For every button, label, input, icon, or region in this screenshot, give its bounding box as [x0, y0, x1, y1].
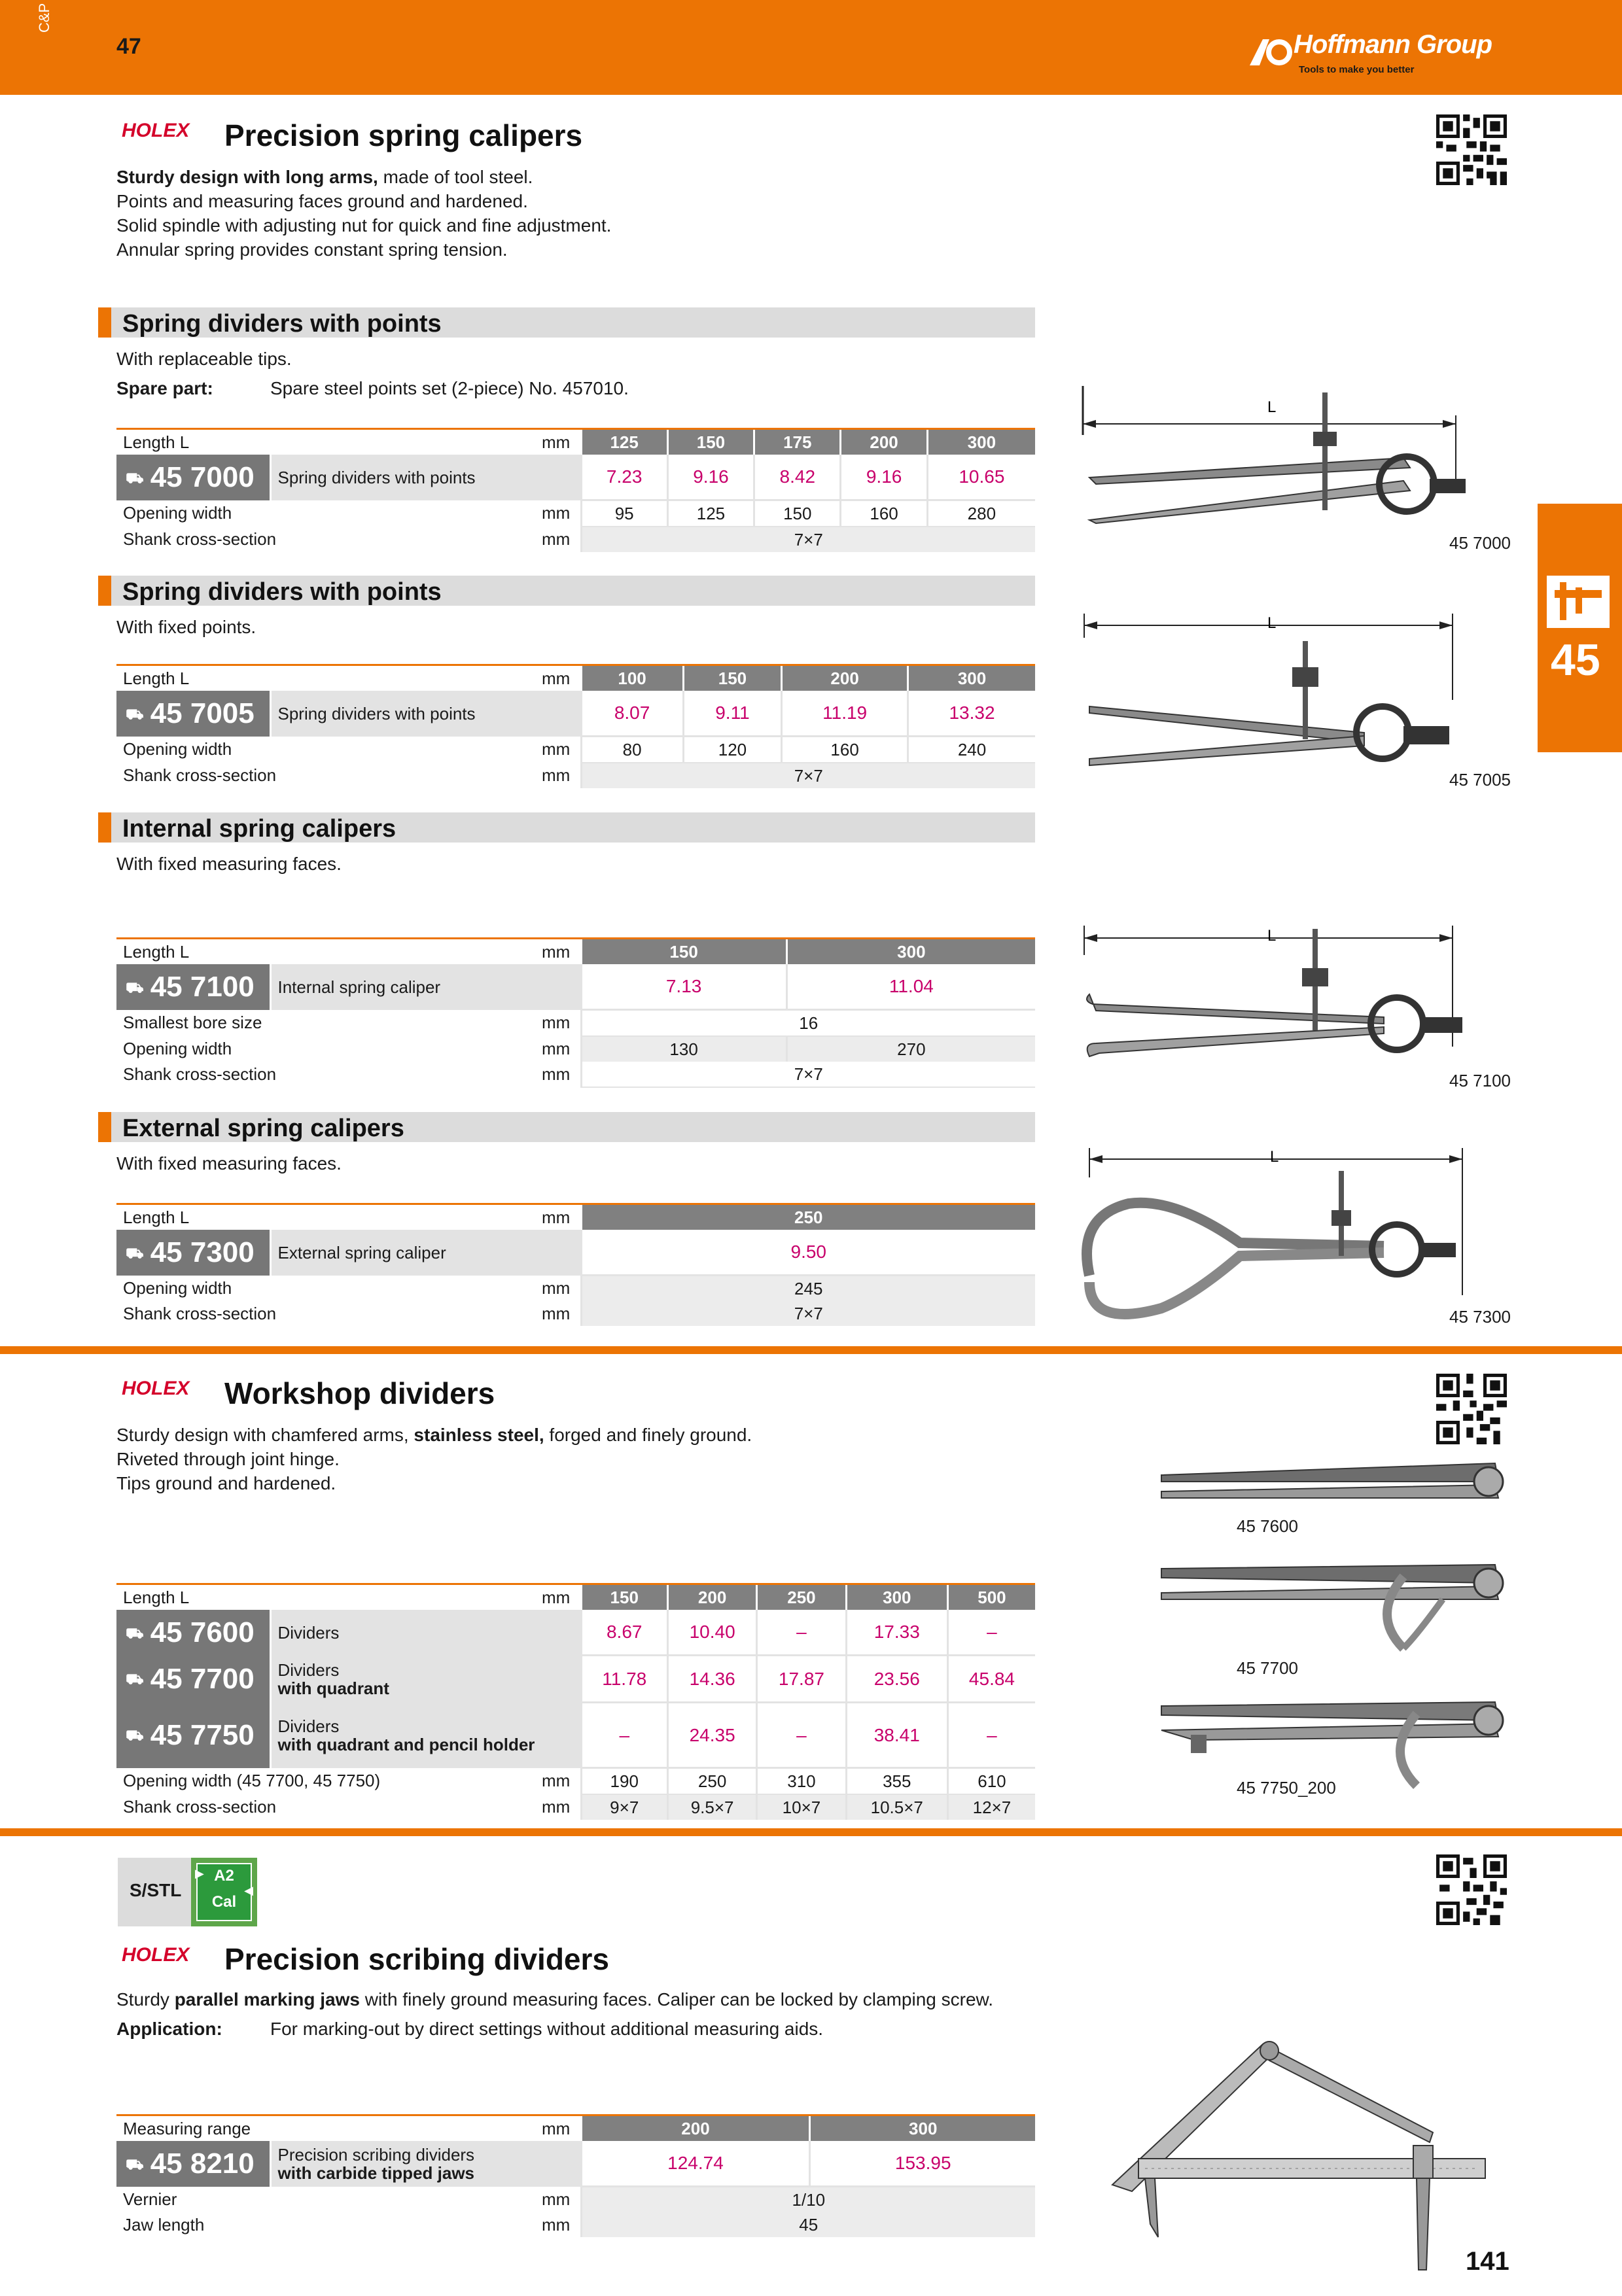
spec-table [116, 1203, 1035, 1326]
vernier-label: Vernier [116, 2187, 542, 2213]
length-label: Length L [116, 429, 542, 455]
cart-icon: ⛟ [126, 979, 144, 996]
subsection-header [98, 1112, 1035, 1142]
length-value: 500 [947, 1584, 1035, 1610]
price: – [947, 1610, 1035, 1656]
section-title: Precision scribing dividers [224, 1942, 609, 1976]
section-divider [0, 1828, 1622, 1836]
shank-value: 7×7 [581, 763, 1035, 788]
qr-code[interactable] [1436, 1854, 1507, 1925]
length-value: 300 [846, 1584, 947, 1610]
unit: mm [542, 939, 581, 965]
shank-label: Shank cross-section [116, 527, 542, 552]
unit: mm [542, 2212, 581, 2237]
range-value: 200 [581, 2115, 810, 2142]
order-code[interactable]: ⛟ 45 7300 [116, 1230, 270, 1276]
arrow-icon: ▶ [195, 1867, 204, 1880]
subsection-intro: With fixed measuring faces. [116, 854, 342, 874]
qr-code[interactable] [1436, 1374, 1507, 1444]
arrow-icon: ◀ [244, 1884, 253, 1897]
product-description: Dividers with quadrant [270, 1656, 581, 1703]
material-calibration: Cal [211, 1893, 237, 1911]
accent-bar [98, 1112, 111, 1142]
length-value: 200 [841, 429, 927, 455]
unit: mm [542, 1584, 581, 1610]
price: 10.65 [927, 455, 1035, 500]
opening-label: Opening width [116, 1036, 542, 1062]
length-label: Length L [116, 1204, 542, 1230]
cart-icon: ⛟ [126, 469, 144, 486]
range-label: Measuring range [116, 2115, 542, 2142]
section-title: Workshop dividers [224, 1376, 495, 1410]
price: 38.41 [846, 1703, 947, 1768]
length-value: 200 [782, 665, 908, 691]
subsection-title: External spring calipers [122, 1115, 404, 1142]
material-code: S/STL [130, 1880, 182, 1900]
order-code[interactable]: ⛟ 45 7600 [116, 1610, 270, 1656]
length-value: 250 [757, 1584, 846, 1610]
price: 11.04 [786, 964, 1035, 1010]
order-code[interactable]: ⛟ 45 7005 [116, 691, 270, 737]
shank-value: 9×7 [581, 1794, 667, 1820]
price: 153.95 [810, 2141, 1035, 2187]
length-value: 125 [581, 429, 667, 455]
order-code[interactable]: ⛟ 45 7000 [116, 455, 270, 500]
shank-label: Shank cross-section [116, 763, 542, 788]
product-description: Spring dividers with points [270, 455, 581, 500]
unit: mm [542, 1768, 581, 1795]
opening-value: 190 [581, 1768, 667, 1795]
subsection-header [98, 576, 1035, 606]
spare-part-label: Spare part: [116, 378, 213, 398]
product-description: Spring dividers with points [270, 691, 581, 737]
opening-value: 80 [581, 737, 683, 763]
unit: mm [542, 500, 581, 527]
image-article-number: 45 7700 [1237, 1658, 1298, 1678]
spec-table [116, 428, 1035, 552]
shank-value: 9.5×7 [667, 1794, 756, 1820]
opening-label: Opening width [116, 1276, 542, 1302]
price: 7.23 [581, 455, 667, 500]
opening-value: 610 [947, 1768, 1035, 1795]
price: 9.11 [683, 691, 782, 737]
image-article-number: 45 7300 [1449, 1307, 1511, 1327]
image-article-number: 45 7005 [1449, 770, 1511, 790]
shank-value: 10.5×7 [846, 1794, 947, 1820]
material-badge [118, 1858, 257, 1926]
hoffmann-logo [1246, 26, 1508, 78]
subsection-intro: With replaceable tips. [116, 349, 292, 369]
spec-table [116, 664, 1035, 788]
price: – [581, 1703, 667, 1768]
opening-value: 245 [581, 1276, 1035, 1302]
unit: mm [542, 1010, 581, 1037]
product-description: External spring caliper [270, 1230, 581, 1276]
caliper-icon [1547, 576, 1610, 628]
price: 14.36 [667, 1656, 756, 1703]
order-code[interactable]: ⛟ 45 8210 [116, 2141, 270, 2187]
opening-label: Opening width [116, 500, 542, 527]
application-text: For marking-out by direct settings without additional measuring aids. [270, 2019, 824, 2039]
dividers-quadrant-image [1155, 1557, 1515, 1655]
opening-value: 160 [782, 737, 908, 763]
length-value: 300 [908, 665, 1035, 691]
price: 17.33 [846, 1610, 947, 1656]
chapter-number: 45 [1551, 635, 1600, 685]
cart-icon: ⛟ [126, 705, 144, 722]
order-code[interactable]: ⛟ 45 7750 [116, 1703, 270, 1768]
price: 24.35 [667, 1703, 756, 1768]
price: 9.16 [667, 455, 754, 500]
spare-part-text: Spare steel points set (2-piece) No. 457010. [270, 378, 629, 398]
dimension-label: L [1267, 614, 1277, 632]
cart-icon: ⛟ [126, 2155, 144, 2172]
length-value: 175 [754, 429, 841, 455]
cart-icon: ⛟ [126, 1727, 144, 1744]
subsection-intro: With fixed points. [116, 617, 256, 637]
product-description: Internal spring caliper [270, 964, 581, 1010]
section-divider [0, 1346, 1622, 1354]
price: 9.16 [841, 455, 927, 500]
unit: mm [542, 1301, 581, 1326]
subsection-title: Spring dividers with points [122, 578, 442, 606]
jaw-value: 45 [581, 2212, 1035, 2237]
unit: mm [542, 2115, 581, 2142]
spring-dividers-fixed-image [1076, 602, 1469, 772]
shank-value: 7×7 [581, 527, 1035, 552]
opening-value: 130 [581, 1036, 786, 1062]
unit: mm [542, 1036, 581, 1062]
image-article-number: 45 7600 [1237, 1516, 1298, 1536]
price: 10.40 [667, 1610, 756, 1656]
price: 9.50 [581, 1230, 1035, 1276]
section-number: 47 [116, 34, 141, 59]
dividers-image [1155, 1455, 1515, 1518]
price: 8.42 [754, 455, 841, 500]
dimension-label: L [1267, 398, 1277, 416]
cart-icon: ⛟ [126, 1244, 144, 1261]
vernier-value: 1/10 [581, 2187, 1035, 2213]
unit: mm [542, 665, 581, 691]
image-article-number: 45 7000 [1449, 533, 1511, 553]
application-label: Application: [116, 2019, 222, 2039]
dimension-label: L [1270, 1148, 1279, 1166]
opening-value: 310 [757, 1768, 846, 1795]
length-value: 250 [581, 1204, 1035, 1230]
order-code[interactable]: ⛟ 45 7700 [116, 1656, 270, 1703]
shank-value: 12×7 [947, 1794, 1035, 1820]
subsection-title: Spring dividers with points [122, 310, 442, 338]
section-description: Sturdy design with long arms, made of tool steel. Points and measuring faces ground and hardened. Solid spindle with adjusting nut for quick and fine adjustment. Annular spring provides constant spring tension. [116, 167, 612, 260]
unit: mm [542, 527, 581, 552]
price: – [947, 1703, 1035, 1768]
spring-dividers-image [1076, 386, 1469, 556]
length-value: 100 [581, 665, 683, 691]
opening-value: 150 [754, 500, 841, 527]
subsection-header [98, 812, 1035, 843]
unit: mm [542, 1276, 581, 1302]
shank-value: 10×7 [757, 1794, 846, 1820]
page-number: 141 [1466, 2247, 1509, 2276]
length-value: 300 [786, 939, 1035, 965]
length-value: 300 [927, 429, 1035, 455]
qr-code[interactable] [1436, 114, 1507, 185]
subsection-header [98, 307, 1035, 338]
price: 45.84 [947, 1656, 1035, 1703]
bore-value: 16 [581, 1010, 1035, 1037]
price: 23.56 [846, 1656, 947, 1703]
product-description: Dividers [270, 1610, 581, 1656]
external-caliper-image [1076, 1132, 1469, 1321]
range-value: 300 [810, 2115, 1035, 2142]
accent-bar [98, 812, 111, 843]
unit: mm [542, 763, 581, 788]
side-code: C&P [36, 3, 52, 33]
spec-table [116, 1583, 1035, 1820]
spec-table [116, 937, 1035, 1088]
price: 7.13 [581, 964, 786, 1010]
unit: mm [542, 737, 581, 763]
price: 11.78 [581, 1656, 667, 1703]
opening-value: 270 [786, 1036, 1035, 1062]
price: 13.32 [908, 691, 1035, 737]
brand-name: Hoffmann Group [1294, 30, 1492, 59]
length-value: 150 [667, 429, 754, 455]
length-value: 150 [683, 665, 782, 691]
price: 8.67 [581, 1610, 667, 1656]
opening-value: 250 [667, 1768, 756, 1795]
shank-label: Shank cross-section [116, 1301, 542, 1326]
accent-bar [98, 307, 111, 338]
subsection-intro: With fixed measuring faces. [116, 1153, 342, 1174]
opening-label: Opening width [116, 737, 542, 763]
length-value: 150 [581, 939, 786, 965]
price: – [757, 1610, 846, 1656]
spec-table [116, 2114, 1035, 2237]
bore-label: Smallest bore size [116, 1010, 542, 1037]
length-value: 200 [667, 1584, 756, 1610]
price: – [757, 1703, 846, 1768]
opening-value: 280 [927, 500, 1035, 527]
internal-caliper-image [1076, 916, 1469, 1073]
brand-tagline: Tools to make you better [1299, 64, 1415, 75]
material-grade: A2 [214, 1867, 234, 1885]
opening-value: 125 [667, 500, 754, 527]
length-value: 150 [581, 1584, 667, 1610]
holex-logo: HOLEX [122, 120, 190, 141]
accent-bar [98, 576, 111, 606]
length-label: Length L [116, 939, 542, 965]
section-description: Sturdy parallel marking jaws with finely ground measuring faces. Caliper can be locked by clamping screw. [116, 1989, 993, 2009]
dimension-label: L [1267, 927, 1277, 945]
opening-label: Opening width (45 7700, 45 7750) [116, 1768, 542, 1795]
holex-logo: HOLEX [122, 1378, 190, 1399]
cart-icon: ⛟ [126, 1671, 144, 1688]
image-article-number: 45 7750_200 [1237, 1778, 1336, 1798]
cart-icon: ⛟ [126, 1624, 144, 1641]
subsection-title: Internal spring calipers [122, 815, 397, 843]
price: 17.87 [757, 1656, 846, 1703]
jaw-label: Jaw length [116, 2212, 542, 2237]
product-description: Dividers with quadrant and pencil holder [270, 1703, 581, 1768]
section-description: Sturdy design with chamfered arms, stainless steel, forged and finely ground. Riveted through joint hinge. Tips ground and hardened. [116, 1425, 752, 1493]
hoffmann-logo-icon [1246, 33, 1292, 72]
unit: mm [542, 1062, 581, 1087]
shank-value: 7×7 [581, 1301, 1035, 1326]
opening-value: 355 [846, 1768, 947, 1795]
shank-label: Shank cross-section [116, 1062, 542, 1087]
chapter-tab[interactable] [1538, 504, 1622, 752]
unit: mm [542, 1794, 581, 1820]
length-label: Length L [116, 1584, 542, 1610]
product-description: Precision scribing dividers with carbide tipped jaws [270, 2141, 581, 2187]
image-article-number: 45 7100 [1449, 1071, 1511, 1090]
scribing-dividers-image [1106, 2021, 1511, 2296]
price: 124.74 [581, 2141, 810, 2187]
shank-value: 7×7 [581, 1062, 1035, 1087]
unit: mm [542, 2187, 581, 2213]
holex-logo: HOLEX [122, 1944, 190, 1966]
opening-value: 120 [683, 737, 782, 763]
order-code[interactable]: ⛟ 45 7100 [116, 964, 270, 1010]
opening-value: 95 [581, 500, 667, 527]
price: 8.07 [581, 691, 683, 737]
shank-label: Shank cross-section [116, 1794, 542, 1820]
length-label: Length L [116, 665, 542, 691]
unit: mm [542, 429, 581, 455]
opening-value: 160 [841, 500, 927, 527]
unit: mm [542, 1204, 581, 1230]
section-title: Precision spring calipers [224, 118, 583, 152]
price: 11.19 [782, 691, 908, 737]
opening-value: 240 [908, 737, 1035, 763]
